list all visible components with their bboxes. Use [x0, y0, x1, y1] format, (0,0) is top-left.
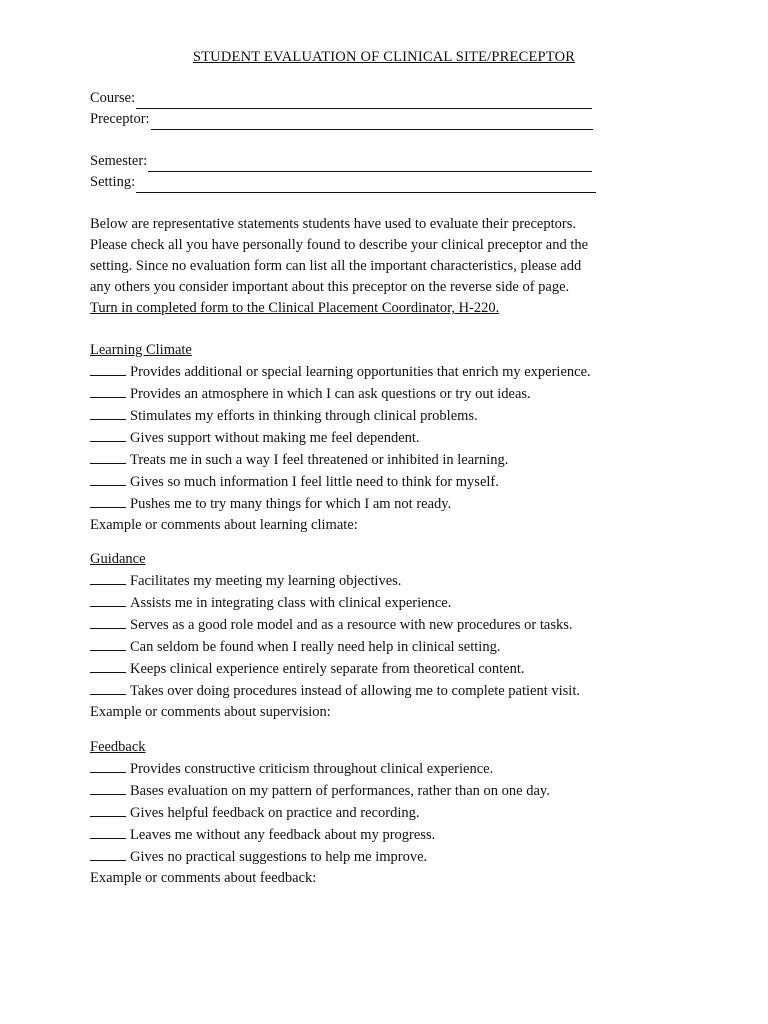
preceptor-field[interactable] [90, 109, 610, 130]
setting-line[interactable] [136, 176, 596, 193]
comment-prompt: Example or comments about feedback: [90, 870, 317, 886]
checklist-item: Facilitates my meeting my learning objectives. [90, 570, 730, 592]
checklist-item: Treats me in such a way I feel threatened or inhibited in learning. [90, 449, 730, 471]
preceptor-label: Preceptor: [90, 111, 150, 127]
check-blank[interactable] [90, 471, 126, 486]
check-blank[interactable] [90, 405, 126, 420]
check-blank[interactable] [90, 427, 126, 442]
checklist-item: Bases evaluation on my pattern of performances, rather than on one day. [90, 780, 730, 802]
checklist-item: Provides an atmosphere in which I can ask questions or try out ideas. [90, 383, 730, 405]
instructions [90, 214, 680, 319]
section-heading: Learning Climate [90, 342, 192, 358]
checklist-item: Serves as a good role model and as a resource with new procedures or tasks. [90, 614, 730, 636]
section-feedback [90, 737, 730, 889]
checklist-item: Gives so much information I feel little need to think for myself. [90, 471, 730, 493]
check-blank[interactable] [90, 758, 126, 773]
course-field[interactable] [90, 88, 610, 109]
section-learning-climate [90, 340, 730, 536]
check-blank[interactable] [90, 658, 126, 673]
checklist-item: Takes over doing procedures instead of allowing me to complete patient visit. [90, 680, 730, 702]
checklist-item: Gives helpful feedback on practice and recording. [90, 802, 730, 824]
checklist-item: Stimulates my efforts in thinking through clinical problems. [90, 405, 730, 427]
checklist-item: Provides additional or special learning opportunities that enrich my experience. [90, 361, 730, 383]
check-blank[interactable] [90, 449, 126, 464]
checklist-item: Keeps clinical experience entirely separate from theoretical content. [90, 658, 730, 680]
section-heading: Guidance [90, 551, 146, 567]
course-label: Course: [90, 90, 136, 106]
checklist-item: Provides constructive criticism throughout clinical experience. [90, 758, 730, 780]
preceptor-line[interactable] [151, 113, 593, 130]
setting-field[interactable] [90, 172, 610, 193]
checklist-item: Gives support without making me feel dependent. [90, 427, 730, 449]
check-blank[interactable] [90, 570, 126, 585]
section-heading: Feedback [90, 739, 146, 755]
check-blank[interactable] [90, 824, 126, 839]
check-blank[interactable] [90, 636, 126, 651]
intro-line-3: setting. Since no evaluation form can list all the important characteristics, please add [90, 258, 582, 274]
comment-prompt: Example or comments about learning climate: [90, 517, 358, 533]
checklist-item: Gives no practical suggestions to help me improve. [90, 846, 730, 868]
check-blank[interactable] [90, 780, 126, 795]
check-blank[interactable] [90, 680, 126, 695]
intro-line-4: any others you consider important about this preceptor on the reverse side of page. [90, 279, 570, 295]
check-blank[interactable] [90, 383, 126, 398]
semester-line[interactable] [148, 155, 592, 172]
intro-line-1: Below are representative statements students have used to evaluate their preceptors. [90, 216, 576, 232]
course-line[interactable] [136, 92, 592, 109]
check-blank[interactable] [90, 802, 126, 817]
setting-label: Setting: [90, 174, 136, 190]
checklist-item: Assists me in integrating class with clinical experience. [90, 592, 730, 614]
checklist-item: Can seldom be found when I really need help in clinical setting. [90, 636, 730, 658]
section-guidance [90, 549, 730, 723]
semester-label: Semester: [90, 153, 148, 169]
check-blank[interactable] [90, 592, 126, 607]
checklist-item: Pushes me to try many things for which I am not ready. [90, 493, 730, 515]
intro-line-2: Please check all you have personally found to describe your clinical preceptor and the [90, 237, 589, 253]
semester-field[interactable] [90, 151, 610, 172]
check-blank[interactable] [90, 846, 126, 861]
comment-prompt: Example or comments about supervision: [90, 704, 331, 720]
check-blank[interactable] [90, 614, 126, 629]
check-blank[interactable] [90, 361, 126, 376]
check-blank[interactable] [90, 493, 126, 508]
form-title: STUDENT EVALUATION OF CLINICAL SITE/PRECEPTOR [192, 49, 576, 65]
header-fields [90, 88, 610, 193]
checklist-item: Leaves me without any feedback about my progress. [90, 824, 730, 846]
submission-instruction: Turn in completed form to the Clinical Placement Coordinator, H-220. [90, 300, 500, 316]
